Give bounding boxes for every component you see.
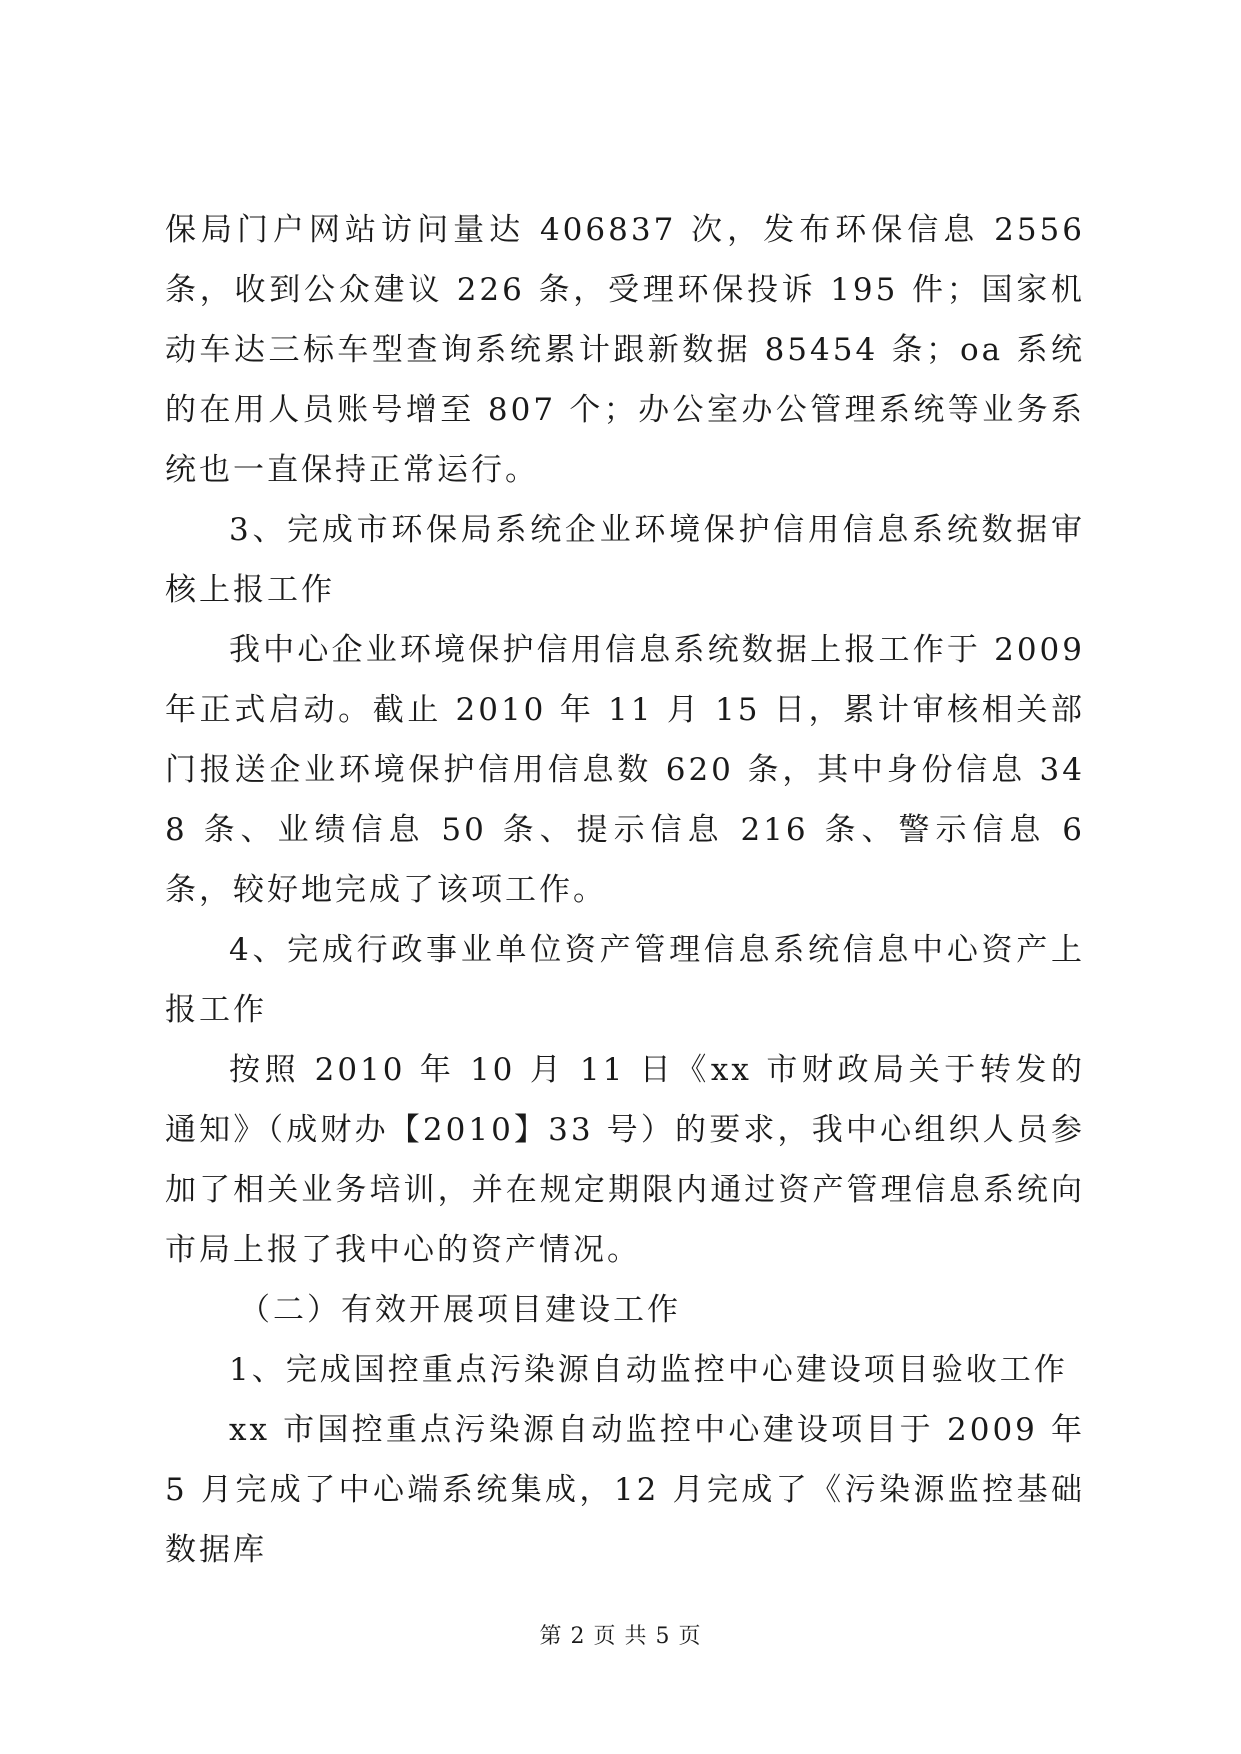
section-heading-4: 4、完成行政事业单位资产管理信息系统信息中心资产上报工作 [165,932,1085,1028]
page-number-footer: 第 2 页 共 5 页 [539,1624,702,1649]
paragraph-asset-report: 按照 2010 年 10 月 11 日《xx 市财政局关于转发的通知》（成财办【2010】33 号）的要求，我中心组织人员参加了相关业务培训，并在规定期限内通过资产管理信息系统向市局上报了我中心的资产情况。 [165,1052,1085,1268]
paragraph-credit-info: 我中心企业环境保护信用信息系统数据上报工作于 2009 年正式启动。截止 2010 年 11 月 15 日，累计审核相关部门报送企业环境保护信用信息数 620 条，其中身份信息 348 条、业绩信息 50 条、提示信息 216 条、警示信息 6 条，较好地完成了该项工作。 [165,632,1085,908]
paragraph-continuation: 保局门户网站访问量达 406837 次，发布环保信息 2556 条，收到公众建议 226 条，受理环保投诉 195 件；国家机动车达三标车型查询系统累计跟新数据 85454 条；oa 系统的在用人员账号增至 807 个；办公室办公管理系统等业务系统也一直保持正常运行。 [165,212,1085,488]
section-heading-3: 3、完成市环保局系统企业环境保护信用信息系统数据审核上报工作 [165,512,1085,608]
section-heading-two: （二）有效开展项目建设工作 [239,1292,681,1328]
document-body [165,200,1085,1580]
paragraph-monitoring-project: xx 市国控重点污染源自动监控中心建设项目于 2009 年 5 月完成了中心端系统集成，12 月完成了《污染源监控基础数据库 [165,1412,1085,1568]
section-heading-1: 1、完成国控重点污染源自动监控中心建设项目验收工作 [229,1352,1068,1388]
